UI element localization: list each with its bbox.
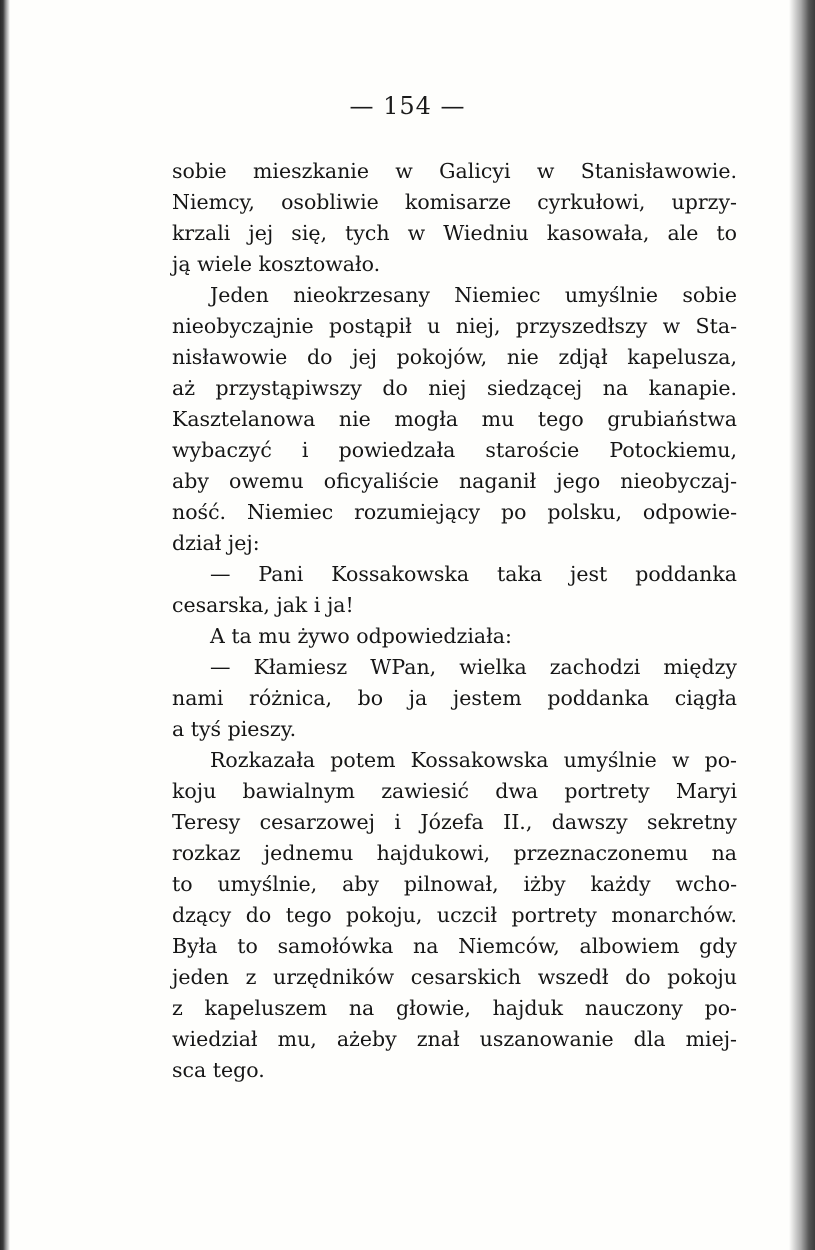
text-line: Teresy cesarzowej i Józefa II., dawszy sekretny: [172, 810, 737, 834]
text-line: nieobyczajnie postąpił u niej, przyszedłszy w Sta-: [172, 314, 737, 338]
text-line: ność. Niemiec rozumiejący po polsku, odpowie-: [172, 500, 737, 524]
text-line: wiedział mu, ażeby znał uszanowanie dla miej-: [172, 1027, 737, 1051]
text-line: — Kłamiesz WPan, wielka zachodzi między: [210, 655, 737, 679]
text-line: ją wiele kosztowało.: [172, 252, 381, 276]
page-number: — 154 —: [349, 92, 466, 120]
text-line: jeden z urzędników cesarskich wszedł do pokoju: [172, 965, 737, 989]
text-line: nami różnica, bo ja jestem poddanka ciągła: [172, 686, 737, 710]
text-line: rozkaz jednemu hajdukowi, przeznaczonemu na: [172, 841, 737, 865]
text-line: cesarska, jak i ja!: [172, 593, 354, 617]
text-line: krzali jej się, tych w Wiedniu kasowała, ale to: [172, 221, 737, 245]
text-line: z kapeluszem na głowie, hajduk nauczony po-: [172, 996, 737, 1020]
text-line: Jeden nieokrzesany Niemiec umyślnie sobie: [210, 283, 737, 307]
text-line: aż przystąpiwszy do niej siedzącej na kanapie.: [172, 376, 737, 400]
text-line: dzący do tego pokoju, uczcił portrety monarchów.: [172, 903, 737, 927]
text-line: Rozkazała potem Kossakowska umyślnie w po-: [210, 748, 737, 772]
text-line: Była to samołówka na Niemców, albowiem gdy: [172, 934, 737, 958]
text-line: nisławowie do jej pokojów, nie zdjął kapelusza,: [172, 345, 737, 369]
text-line: A ta mu żywo odpowiedziała:: [210, 624, 512, 648]
text-line: — Pani Kossakowska taka jest poddanka: [210, 562, 737, 586]
scan-edge-left: [0, 0, 10, 1250]
text-line: Niemcy, osobliwie komisarze cyrkułowi, uprzy-: [172, 190, 737, 214]
text-line: koju bawialnym zawiesić dwa portrety Maryi: [172, 779, 737, 803]
scan-edge-right: [789, 0, 815, 1250]
text-line: a tyś pieszy.: [172, 717, 297, 741]
text-line: sca tego.: [172, 1058, 265, 1082]
text-line: wybaczyć i powiedzała staroście Potockiemu,: [172, 438, 737, 462]
text-line: Kasztelanowa nie mogła mu tego grubiaństwa: [172, 407, 737, 431]
text-line: dział jej:: [172, 531, 260, 555]
text-line: to umyślnie, aby pilnował, iżby każdy wcho-: [172, 872, 737, 896]
text-line: sobie mieszkanie w Galicyi w Stanisławowie.: [172, 159, 737, 183]
body-text: [172, 156, 737, 1086]
text-line: aby owemu oficyaliście naganił jego nieobyczaj-: [172, 469, 737, 493]
